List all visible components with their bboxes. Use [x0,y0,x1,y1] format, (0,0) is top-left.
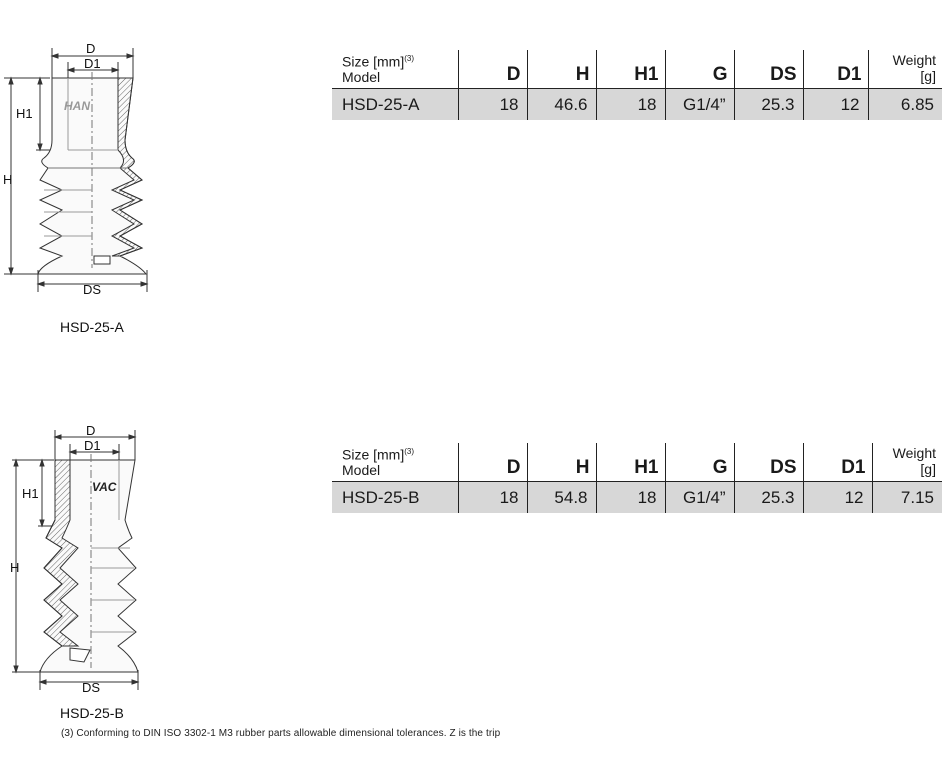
cell-weight: 7.15 [872,482,942,514]
cell-g: G1/4” [665,89,734,121]
column-header-h: H [527,443,596,482]
dim-label-d1: D1 [84,438,101,453]
column-header-ds: DS [734,443,803,482]
column-header-d1: D1 [803,443,872,482]
dim-label-d: D [86,41,96,56]
body-engraving-text: HAN [64,99,90,113]
caption-hsd-25-a: HSD-25-A [60,319,124,335]
dim-label-ds: DS [82,680,101,695]
footnote-ref: (3) [404,447,415,457]
column-header-g: G [665,50,734,89]
footnote: (3) Conforming to DIN ISO 3302-1 M3 rubber parts allowable dimensional tolerances. Z is the trip [61,728,501,739]
column-header-h1: H1 [596,50,665,89]
spec-table-hsd-25-b [332,443,942,513]
cell-h1: 18 [596,482,665,514]
size-model-header [332,50,458,89]
cell-d1: 12 [803,89,868,121]
column-header-d: D [458,443,527,482]
model-label: Model [342,68,381,85]
suction-cup-drawing-a [0,0,200,300]
column-header-ds: DS [734,50,803,89]
column-header-g: G [665,443,734,482]
dim-label-d1: D1 [84,56,101,71]
size-label: Size [mm] [342,446,405,463]
column-header-weight: Weight [g] [872,443,942,482]
table-header-row [332,443,942,482]
table-header-row [332,50,942,89]
dim-label-d: D [86,423,96,438]
suction-cup-drawing-b [0,420,200,700]
dim-label-ds: DS [83,282,102,297]
cell-d: 18 [458,89,527,121]
column-header-h: H [527,50,596,89]
column-header-weight: Weight [g] [868,50,942,89]
caption-hsd-25-b: HSD-25-B [60,705,124,721]
dim-label-h: H [3,172,13,187]
footnote-ref: (3) [404,54,415,64]
cell-ds: 25.3 [734,89,803,121]
cell-model: HSD-25-A [332,89,458,121]
body-engraving-text: VAC [92,480,117,494]
column-header-h1: H1 [596,443,665,482]
cell-d1: 12 [803,482,872,514]
size-label: Size [mm] [342,53,405,70]
column-header-d1: D1 [803,50,868,89]
cell-weight: 6.85 [868,89,942,121]
cell-h: 46.6 [527,89,596,121]
cell-h: 54.8 [527,482,596,514]
cell-g: G1/4” [665,482,734,514]
dim-label-h: H [10,560,20,575]
dim-label-h1: H1 [22,486,39,501]
table-row [332,482,942,514]
dim-label-h1: H1 [16,106,33,121]
size-model-header [332,443,458,482]
column-header-d: D [458,50,527,89]
model-label: Model [342,461,381,478]
cell-d: 18 [458,482,527,514]
drawing-hsd-25-a [0,0,200,300]
cell-h1: 18 [596,89,665,121]
cell-model: HSD-25-B [332,482,458,514]
table-row [332,89,942,121]
spec-table-hsd-25-a [332,50,942,120]
cell-ds: 25.3 [734,482,803,514]
drawing-hsd-25-b [0,420,200,700]
